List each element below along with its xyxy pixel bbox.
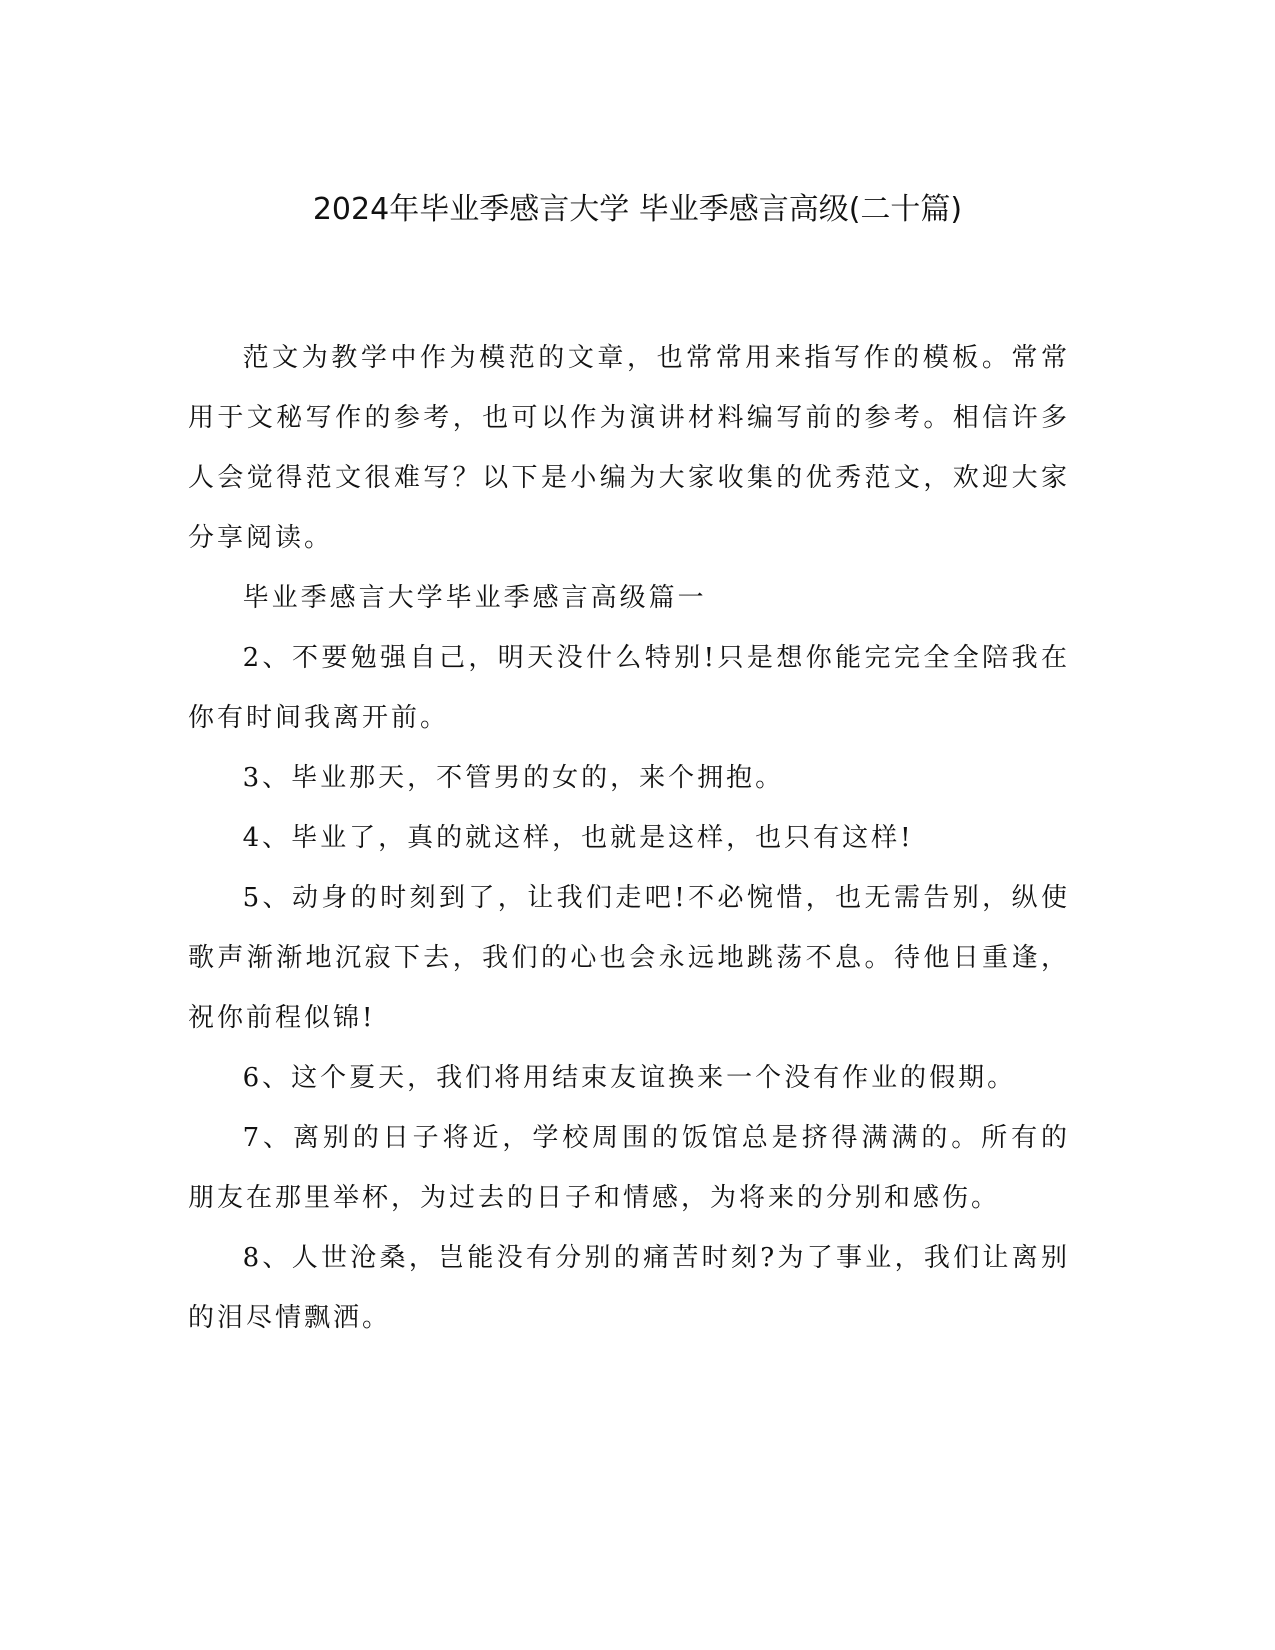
document-title: 2024年毕业季感言大学 毕业季感言高级(二十篇) bbox=[312, 192, 963, 227]
list-item: 5、动身的时刻到了，让我们走吧!不必惋惜，也无需告别，纵使歌声渐渐地沉寂下去，我们的心也会永远地跳荡不息。待他日重逢，祝你前程似锦! bbox=[188, 883, 1070, 1033]
list-item: 4、毕业了，真的就这样，也就是这样，也只有这样! bbox=[242, 823, 914, 853]
section-heading: 毕业季感言大学毕业季感言高级篇一 bbox=[242, 583, 707, 613]
list-item: 2、不要勉强自己，明天没什么特别!只是想你能完完全全陪我在你有时间我离开前。 bbox=[188, 643, 1070, 733]
list-item: 8、人世沧桑，岂能没有分别的痛苦时刻?为了事业，我们让离别的泪尽情飘洒。 bbox=[188, 1243, 1070, 1333]
document-body bbox=[188, 328, 1070, 1348]
list-item: 3、毕业那天，不管男的女的，来个拥抱。 bbox=[242, 763, 785, 793]
intro-paragraph: 范文为教学中作为模范的文章，也常常用来指写作的模板。常常用于文秘写作的参考，也可以作为演讲材料编写前的参考。相信许多人会觉得范文很难写？以下是小编为大家收集的优秀范文，欢迎大家分享阅读。 bbox=[188, 343, 1070, 553]
list-item: 6、这个夏天，我们将用结束友谊换来一个没有作业的假期。 bbox=[242, 1063, 1017, 1093]
list-item: 7、离别的日子将近，学校周围的饭馆总是挤得满满的。所有的朋友在那里举杯，为过去的日子和情感，为将来的分别和感伤。 bbox=[188, 1123, 1070, 1213]
